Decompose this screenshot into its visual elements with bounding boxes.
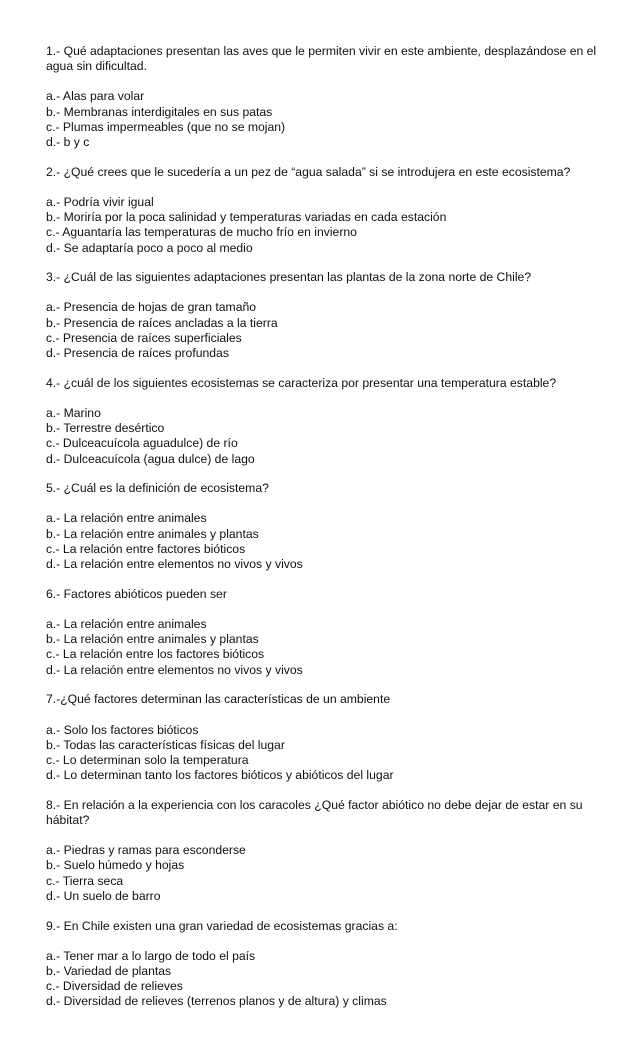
- option-b: b.- La relación entre animales y plantas: [46, 632, 259, 647]
- option-a: a.- La relación entre animales: [46, 511, 207, 526]
- option-a: a.- Marino: [46, 405, 101, 420]
- option-a: a.- Presencia de hojas de gran tamaño: [46, 300, 257, 315]
- question-stem: 2.- ¿Qué crees que le sucedería a un pez de “agua salada” si se introdujera en este ecosistema?: [46, 164, 571, 179]
- question-stem: 9.- En Chile existen una gran variedad de ecosistemas gracias a:: [46, 918, 398, 933]
- option-b: b.- Suelo húmedo y hojas: [46, 858, 185, 873]
- question-9: [46, 919, 606, 1010]
- option-d: d.- La relación entre elementos no vivos y vivos: [46, 662, 303, 677]
- question-stem: 6.- Factores abióticos pueden ser: [46, 586, 227, 601]
- question-3: [46, 270, 606, 361]
- option-c: c.- Plumas impermeables (que no se mojan): [46, 119, 286, 134]
- question-2: [46, 165, 606, 256]
- option-d: d.- Lo determinan tanto los factores bióticos y abióticos del lugar: [46, 768, 394, 783]
- option-a: a.- Alas para volar: [46, 89, 145, 104]
- question-4: [46, 376, 606, 467]
- option-d: d.- Presencia de raíces profundas: [46, 346, 229, 361]
- question-1: [46, 44, 606, 150]
- option-c: c.- Diversidad de relieves: [46, 979, 183, 994]
- option-d: d.- Un suelo de barro: [46, 888, 161, 903]
- option-a: a.- La relación entre animales: [46, 616, 207, 631]
- option-d: d.- La relación entre elementos no vivos y vivos: [46, 557, 303, 572]
- question-stem: 3.- ¿Cuál de las siguientes adaptaciones presentan las plantas de la zona norte de Chile?: [46, 270, 532, 285]
- option-c: c.- Lo determinan solo la temperatura: [46, 752, 249, 767]
- option-a: a.- Solo los factores bióticos: [46, 722, 199, 737]
- option-a: a.- Piedras y ramas para esconderse: [46, 843, 246, 858]
- question-7: [46, 692, 606, 783]
- question-stem: 1.- Qué adaptaciones presentan las aves que le permiten vivir en este ambiente, desplazándose en el agua sin dificultad.: [46, 44, 597, 74]
- option-c: c.- Tierra seca: [46, 873, 124, 888]
- option-d: d.- Dulceacuícola (agua dulce) de lago: [46, 451, 255, 466]
- question-stem: 7.-¿Qué factores determinan las características de un ambiente: [46, 692, 391, 707]
- question-8: [46, 798, 606, 904]
- option-a: a.- Tener mar a lo largo de todo el país: [46, 948, 256, 963]
- option-c: c.- Aguantaría las temperaturas de mucho frío en invierno: [46, 225, 357, 240]
- option-d: d.- Diversidad de relieves (terrenos planos y de altura) y climas: [46, 994, 387, 1009]
- question-5: [46, 481, 606, 572]
- option-a: a.- Podría vivir igual: [46, 194, 154, 209]
- worksheet-page: [46, 44, 606, 1024]
- question-6: [46, 587, 606, 678]
- option-b: b.- Moriría por la poca salinidad y temperaturas variadas en cada estación: [46, 210, 447, 225]
- option-c: c.- Presencia de raíces superficiales: [46, 330, 242, 345]
- option-b: b.- Variedad de plantas: [46, 963, 172, 978]
- option-b: b.- Membranas interdigitales en sus patas: [46, 104, 273, 119]
- question-stem: 4.- ¿cuál de los siguientes ecosistemas se caracteriza por presentar una temperatura estable?: [46, 375, 557, 390]
- option-d: d.- Se adaptaría poco a poco al medio: [46, 240, 253, 255]
- question-stem: 8.- En relación a la experiencia con los caracoles ¿Qué factor abiótico no debe dejar de estar en su hábitat?: [46, 797, 583, 828]
- option-b: b.- Todas las características físicas del lugar: [46, 737, 285, 752]
- option-c: c.- La relación entre factores bióticos: [46, 541, 246, 556]
- option-b: b.- Terrestre desértico: [46, 421, 165, 436]
- option-b: b.- Presencia de raíces ancladas a la tierra: [46, 315, 278, 330]
- option-c: c.- La relación entre los factores bióticos: [46, 647, 265, 662]
- question-stem: 5.- ¿Cuál es la definición de ecosistema?: [46, 481, 269, 496]
- option-c: c.- Dulceacuícola aguadulce) de río: [46, 436, 238, 451]
- option-d: d.- b y c: [46, 135, 90, 150]
- option-b: b.- La relación entre animales y plantas: [46, 526, 259, 541]
